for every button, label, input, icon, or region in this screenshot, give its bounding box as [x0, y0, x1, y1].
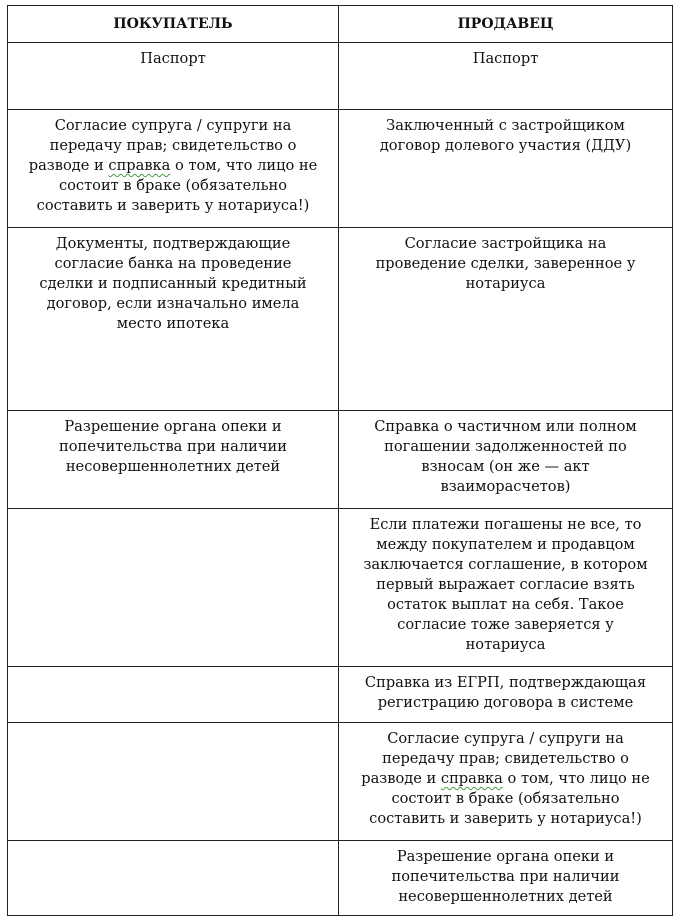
- buyer-cell: [8, 723, 339, 841]
- buyer-cell: [8, 841, 339, 916]
- buyer-cell: Разрешение органа опеки и попечительства при наличии несовершеннолетних детей: [8, 411, 339, 509]
- buyer-cell: [8, 509, 339, 667]
- buyer-cell: Согласие супруга / супруги на передачу прав; свидетельство о разводе и справка о том, что лицо не состоит в браке (обязательно составить и заверить у нотариуса!): [8, 110, 339, 228]
- table-row: [8, 723, 673, 841]
- seller-cell: Заключенный с застройщиком договор долевого участия (ДДУ): [339, 110, 673, 228]
- seller-cell: Согласие супруга / супруги на передачу прав; свидетельство о разводе и справка о том, что лицо не состоит в браке (обязательно составить и заверить у нотариуса!): [339, 723, 673, 841]
- seller-cell: Паспорт: [339, 43, 673, 110]
- table-row: [8, 43, 673, 110]
- spellcheck-underline: справка: [440, 770, 503, 787]
- seller-cell: Согласие застройщика на проведение сделки, заверенное у нотариуса: [339, 228, 673, 411]
- table-row: [8, 667, 673, 723]
- header-buyer: ПОКУПАТЕЛЬ: [8, 6, 339, 43]
- table-row: [8, 509, 673, 667]
- seller-cell: Разрешение органа опеки и попечительства при наличии несовершеннолетних детей: [339, 841, 673, 916]
- documents-table: [7, 5, 673, 916]
- table-row: [8, 228, 673, 411]
- spellcheck-underline: справка: [108, 157, 171, 174]
- table-row: [8, 110, 673, 228]
- table-row: [8, 411, 673, 509]
- buyer-cell: [8, 667, 339, 723]
- seller-cell: Если платежи погашены не все, то между покупателем и продавцом заключается соглашение, в котором первый выражает согласие взять остаток выплат на себя. Такое согласие тоже заверяется у нотариуса: [339, 509, 673, 667]
- seller-cell: Справка о частичном или полном погашении задолженностей по взносам (он же — акт взаиморасчетов): [339, 411, 673, 509]
- buyer-cell: Паспорт: [8, 43, 339, 110]
- table-row: [8, 841, 673, 916]
- seller-cell: Справка из ЕГРП, подтверждающая регистрацию договора в системе: [339, 667, 673, 723]
- buyer-cell: Документы, подтверждающие согласие банка на проведение сделки и подписанный кредитный договор, если изначально имела место ипотека: [8, 228, 339, 411]
- header-seller: ПРОДАВЕЦ: [339, 6, 673, 43]
- header-row: [8, 6, 673, 43]
